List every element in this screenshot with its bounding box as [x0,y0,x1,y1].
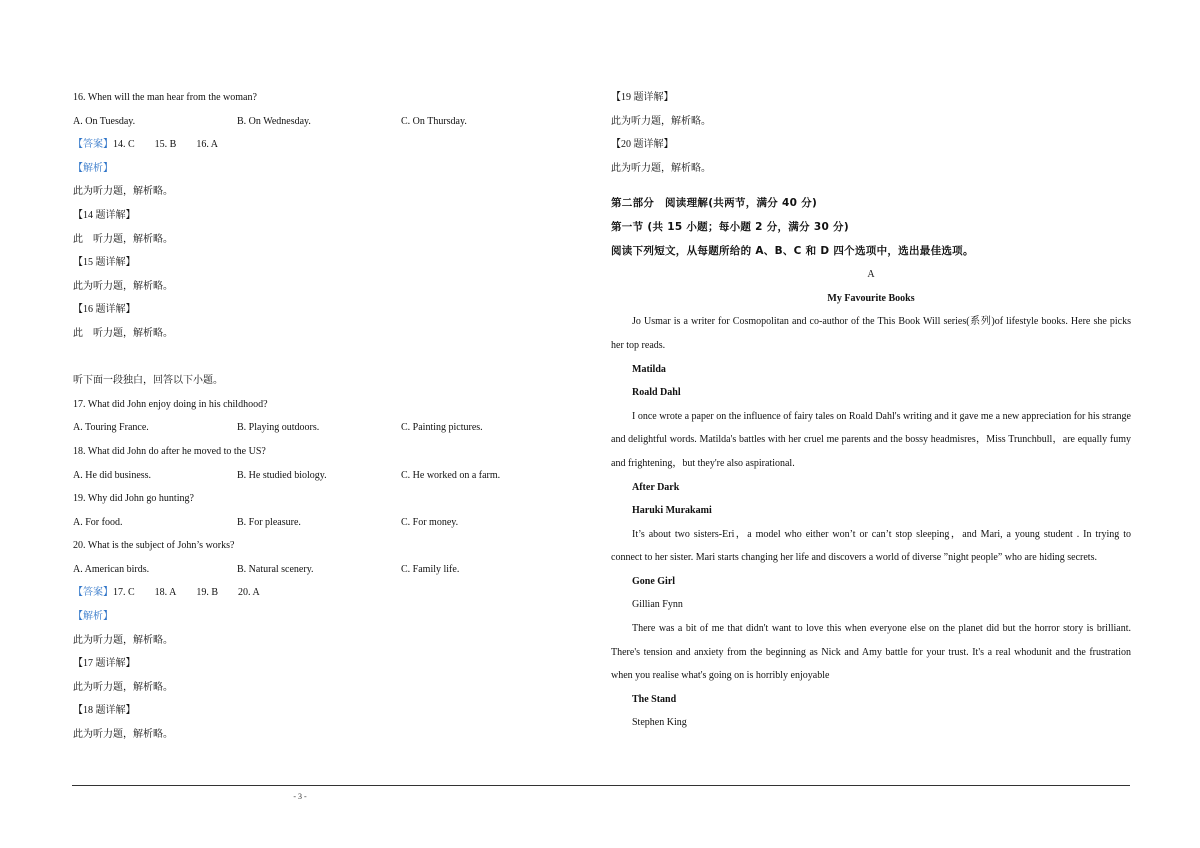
answer-item: 16. A [196,139,219,151]
answer-line-1 [73,133,573,157]
reading-instruction: 阅读下列短文，从每题所给的 A、B、C 和 D 四个选项中，选出最佳选项。 [611,244,974,257]
passage-intro: Jo Usmar is a writer for Cosmopolitan and co-author of the This Book Will series(系列)of lifestyle books. Here she picks her top reads. [611,316,1131,351]
part-2-heading: 第二部分 阅读理解(共两节，满分 40 分) [611,197,818,210]
detail-16-heading: 【16 题详解】 [73,304,136,316]
question-18-options [73,464,573,488]
answer-item: 14. C [113,139,135,151]
monologue-instruction: 听下面一段独白，回答以下小题。 [73,375,223,387]
option-a: A. For food. [73,516,123,528]
detail-16-note: 此 听力题，解析略。 [73,327,173,339]
left-column [73,86,573,747]
analysis-note: 此为听力题，解析略。 [73,186,173,198]
option-c: C. For money. [401,516,459,528]
book-3-title: Gone Girl [632,575,676,587]
spacer [73,346,573,370]
detail-17-note: 此为听力题，解析略。 [73,681,173,693]
passage-letter: A [867,269,875,281]
answer-item: 19. B [196,587,219,599]
option-b: B. Natural scenery. [237,563,314,575]
question-19-options [73,511,573,535]
section-1-heading: 第一节 (共 15 小题；每小题 2 分，满分 30 分) [611,220,849,233]
right-column [611,86,1131,735]
question-17: 17. What did John enjoy doing in his childhood? [73,398,268,410]
book-2-author: Haruki Murakami [632,505,712,517]
option-c: C. On Thursday. [401,115,467,127]
option-a: A. On Tuesday. [73,115,136,127]
option-b: B. He studied biology. [237,469,327,481]
option-c: C. Family life. [401,563,460,575]
book-4-title: The Stand [632,693,677,705]
answer-item: 18. A [154,587,177,599]
detail-18-heading: 【18 题详解】 [73,705,136,717]
option-a: A. He did business. [73,469,152,481]
detail-17-heading: 【17 题详解】 [73,658,136,670]
option-b: B. Playing outdoors. [237,422,320,434]
footer-divider [72,785,1130,786]
question-18: 18. What did John do after he moved to the US? [73,445,266,457]
option-a: A. American birds. [73,563,150,575]
book-1-title: Matilda [632,363,666,375]
question-17-options [73,416,573,440]
detail-20-note: 此为听力题，解析略。 [611,162,711,174]
option-b: B. For pleasure. [237,516,301,528]
answer-line-2 [73,581,573,605]
analysis-label: 【解析】 [73,611,113,623]
book-1-text: I once wrote a paper on the influence of fairy tales on Roald Dahl's writing and it gave me a new appreciation for his strange and delightful words. Matilda's battles with her cruel me parents and the bossy headmisres，Miss Trunchbull，are equally fumy and frightening，but they're also aspirational. [611,410,1131,469]
option-a: A. Touring France. [73,422,149,434]
question-19: 19. Why did John go hunting? [73,493,194,505]
detail-14-note: 此 听力题，解析略。 [73,233,173,245]
detail-15-heading: 【15 题详解】 [73,257,136,269]
option-c: C. Painting pictures. [401,422,483,434]
answer-label: 【答案】 [73,587,113,599]
detail-14-heading: 【14 题详解】 [73,209,136,221]
option-b: B. On Wednesday. [237,115,311,127]
book-4-author: Stephen King [632,717,687,729]
answer-item: 20. A [238,587,260,599]
book-1-author: Roald Dahl [632,387,681,399]
detail-18-note: 此为听力题，解析略。 [73,729,173,741]
question-16-options [73,110,573,134]
question-20-options [73,558,573,582]
analysis-note: 此为听力题，解析略。 [73,634,173,646]
analysis-label: 【解析】 [73,162,113,174]
answer-item: 15. B [154,139,177,151]
book-2-text: It’s about two sisters-Eri，a model who either won’t or can’t stop sleeping，and Mari, a young student . In trying to connect to her sister. Mari starts changing her life and discovers a world of diverse ”night people” who are hiding secrets. [611,528,1131,564]
book-3-author: Gillian Fynn [632,599,683,611]
detail-19-heading: 【19 题详解】 [611,92,674,103]
detail-20-heading: 【20 题详解】 [611,139,674,151]
detail-19-note: 此为听力题，解析略。 [611,115,711,127]
answer-label: 【答案】 [73,139,113,151]
question-16: 16. When will the man hear from the woman? [73,92,257,103]
spacer [611,180,1131,192]
book-3-text: There was a bit of me that didn't want to love this when everyone else on the planet did but the horror story is brilliant. There's tension and anxiety from the beginning as Nick and Amy battle for your trust. It's a real whodunit and the frustration when you realise what's going on is horribly enjoyable [611,623,1131,682]
question-20: 20. What is the subject of John’s works? [73,540,235,552]
page-number: - 3 - [293,792,307,801]
detail-15-note: 此为听力题，解析略。 [73,280,173,292]
option-c: C. He worked on a farm. [401,469,501,481]
book-2-title: After Dark [632,481,680,493]
answer-item: 17. C [113,587,135,599]
passage-title: My Favourite Books [827,292,915,304]
